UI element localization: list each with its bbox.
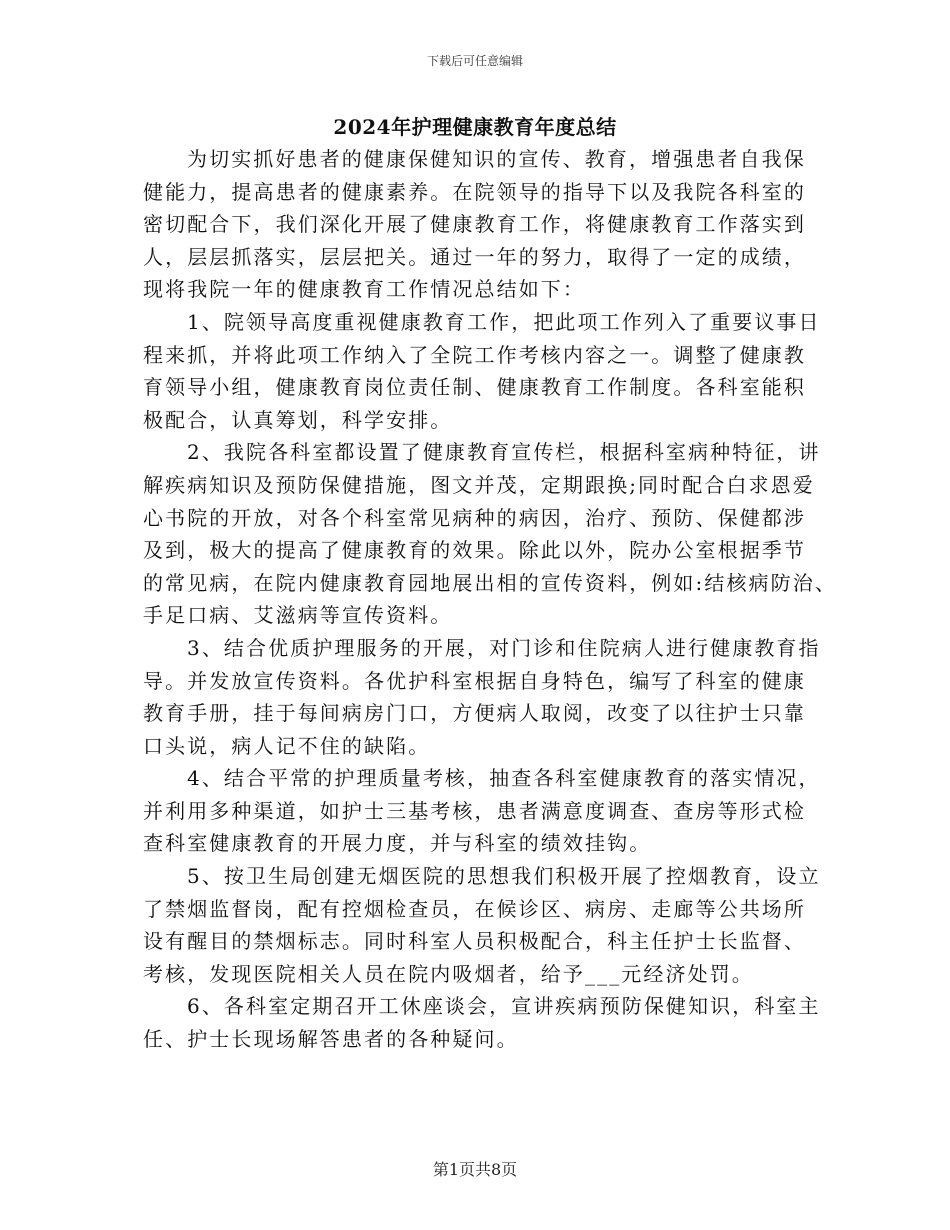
text-line: 育领导小组，健康教育岗位责任制、健康教育工作制度。各科室能积: [143, 375, 806, 400]
text-line: 手足口病、艾滋病等宣传资料。: [143, 603, 453, 628]
text-line: 了禁烟监督岗，配有控烟检查员，在候诊区、病房、走廊等公共场所: [143, 896, 806, 921]
paragraph-4: [143, 762, 823, 860]
text-line: 密切配合下，我们深化开展了健康教育工作，将健康教育工作落实到: [143, 212, 806, 237]
paragraph-3: [143, 632, 823, 762]
text-line: 查科室健康教育的开展力度，并与科室的绩效挂钩。: [143, 831, 652, 856]
text-line: 的常见病，在院内健康教育园地展出相的宣传资料，例如:结核病防治、: [143, 570, 837, 595]
text-line: 为切实抓好患者的健康保健知识的宣传、教育，增强患者自我保: [187, 147, 806, 171]
text-line: 并利用多种渠道，如护士三基考核，患者满意度调查、查房等形式检: [143, 798, 806, 823]
text-line: 4、结合平常的护理质量考核，抽查各科室健康教育的落实情况，: [187, 766, 821, 791]
text-line: 极配合，认真筹划，科学安排。: [143, 407, 453, 432]
header-note: 下载后可任意编辑: [426, 54, 523, 68]
text-line: 程来抓，并将此项工作纳入了全院工作考核内容之一。调整了健康教: [143, 342, 806, 367]
document-body: [143, 143, 837, 1056]
text-line: 6、各科室定期召开工休座谈会，宣讲疾病预防保健知识，科室主: [187, 994, 821, 1019]
text-line: 5、按卫生局创建无烟医院的思想我们积极开展了控烟教育，设立: [187, 864, 821, 889]
text-line: 口头说，病人记不住的缺陷。: [143, 733, 431, 758]
paragraph-2: [143, 436, 837, 632]
text-line: 解疾病知识及预防保健措施，图文并茂，定期跟换;同时配合白求恩爱: [143, 472, 815, 497]
paragraph-6: [143, 990, 823, 1055]
text-line: 及到，极大的提高了健康教育的效果。除此以外，院办公室根据季节: [143, 538, 806, 563]
text-line: 心书院的开放，对各个科室常见病种的病因，治疗、预防、保健都涉: [143, 505, 806, 530]
text-line: 人，层层抓落实，层层把关。通过一年的努力，取得了一定的成绩，: [143, 244, 806, 269]
text-line: 健能力，提高患者的健康素养。在院领导的指导下以及我院各科室的: [143, 179, 806, 204]
text-line: 3、结合优质护理服务的开展，对门诊和住院病人进行健康教育指: [187, 635, 821, 660]
text-line: 现将我院一年的健康教育工作情况总结如下：: [143, 277, 585, 302]
text-line: 考核，发现医院相关人员在院内吸烟者，给予___元经济处罚。: [143, 961, 754, 986]
text-line: 教育手册，挂于每间病房门口，方便病人取阅，改变了以往护士只靠: [143, 701, 806, 726]
text-line: 1、院领导高度重视健康教育工作，把此项工作列入了重要议事日: [187, 309, 821, 334]
paragraph-5: [143, 860, 823, 990]
text-line: 2、我院各科室都设置了健康教育宣传栏，根据科室病种特征，讲: [187, 440, 821, 465]
page-number-footer: 第1页共8页: [432, 1160, 518, 1179]
document-title: 2024年护理健康教育年度总结: [333, 115, 617, 139]
paragraph-1: [143, 306, 823, 436]
paragraph-intro: [143, 143, 823, 306]
text-line: 导。并发放宣传资料。各优护科室根据自身特色，编写了科室的健康: [143, 668, 806, 693]
text-line: 设有醒目的禁烟标志。同时科室人员积极配合，科主任护士长监督、: [143, 929, 806, 954]
text-line: 任、护士长现场解答患者的各种疑问。: [143, 1027, 519, 1052]
